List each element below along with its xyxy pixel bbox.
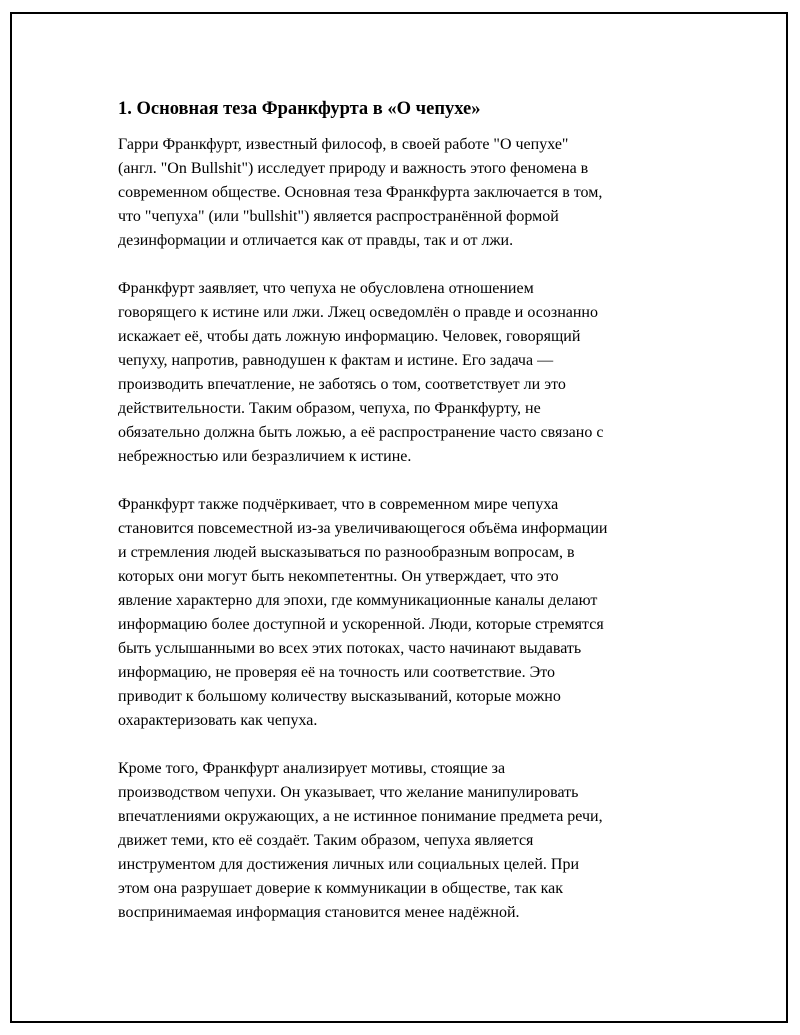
paragraph-4 xyxy=(118,757,698,925)
paragraph-2 xyxy=(118,277,698,469)
paragraph-line: чепуху, напротив, равнодушен к фактам и истине. Его задача — xyxy=(118,352,554,369)
paragraph-line: явление характерно для эпохи, где коммуникационные каналы делают xyxy=(118,592,598,609)
paragraph-line: информацию более доступной и ускоренной. Люди, которые стремятся xyxy=(118,616,604,633)
paragraph-1 xyxy=(118,133,698,253)
paragraph-line: воспринимаемая информация становится менее надёжной. xyxy=(118,904,520,921)
paragraph-line: действительности. Таким образом, чепуха, по Франкфурту, не xyxy=(118,400,541,417)
paragraph-line: небрежностью или безразличием к истине. xyxy=(118,448,412,465)
paragraph-line: впечатлениями окружающих, а не истинное понимание предмета речи, xyxy=(118,808,603,825)
paragraph-line: современном обществе. Основная теза Франкфурта заключается в том, xyxy=(118,184,603,201)
paragraph-line: становится повсеместной из-за увеличивающегося объёма информации xyxy=(118,520,608,537)
paragraph-line: (англ. "On Bullshit") исследует природу и важность этого феномена в xyxy=(118,160,589,177)
paragraph-line: говорящего к истине или лжи. Лжец осведомлён о правде и осознанно xyxy=(118,304,598,321)
paragraph-line: быть услышанными во всех этих потоках, часто начинают выдавать xyxy=(118,640,582,657)
document-page xyxy=(10,12,788,1023)
paragraph-line: что "чепуха" (или "bullshit") является распространённой формой xyxy=(118,208,559,225)
paragraph-line: дезинформации и отличается как от правды, так и от лжи. xyxy=(118,232,514,249)
paragraph-line: приводит к большому количеству высказываний, которые можно xyxy=(118,688,561,705)
paragraph-line: Кроме того, Франкфурт анализирует мотивы, стоящие за xyxy=(118,760,506,777)
paragraph-line: движет теми, кто её создаёт. Таким образом, чепуха является xyxy=(118,832,534,849)
paragraph-line: производством чепухи. Он указывает, что желание манипулировать xyxy=(118,784,579,801)
paragraph-line: Франкфурт заявляет, что чепуха не обусловлена отношением xyxy=(118,280,534,297)
paragraph-line: информацию, не проверяя её на точность или соответствие. Это xyxy=(118,664,555,681)
paragraph-3 xyxy=(118,493,698,733)
paragraph-line: инструментом для достижения личных или социальных целей. При xyxy=(118,856,579,873)
paragraph-line: охарактеризовать как чепуха. xyxy=(118,712,318,729)
paragraph-line: Гарри Франкфурт, известный философ, в своей работе "О чепухе" xyxy=(118,136,569,153)
document-content xyxy=(118,96,698,949)
section-heading: 1. Основная теза Франкфурта в «О чепухе» xyxy=(118,99,481,119)
paragraph-line: искажает её, чтобы дать ложную информацию. Человек, говорящий xyxy=(118,328,581,345)
paragraph-line: производить впечатление, не заботясь о том, соответствует ли это xyxy=(118,376,566,393)
paragraph-line: Франкфурт также подчёркивает, что в современном мире чепуха xyxy=(118,496,559,513)
paragraph-line: и стремления людей высказываться по разнообразным вопросам, в xyxy=(118,544,575,561)
paragraph-line: обязательно должна быть ложью, а её распространение часто связано с xyxy=(118,424,604,441)
paragraph-line: которых они могут быть некомпетентны. Он утверждает, что это xyxy=(118,568,559,585)
paragraph-line: этом она разрушает доверие к коммуникации в обществе, так как xyxy=(118,880,563,897)
